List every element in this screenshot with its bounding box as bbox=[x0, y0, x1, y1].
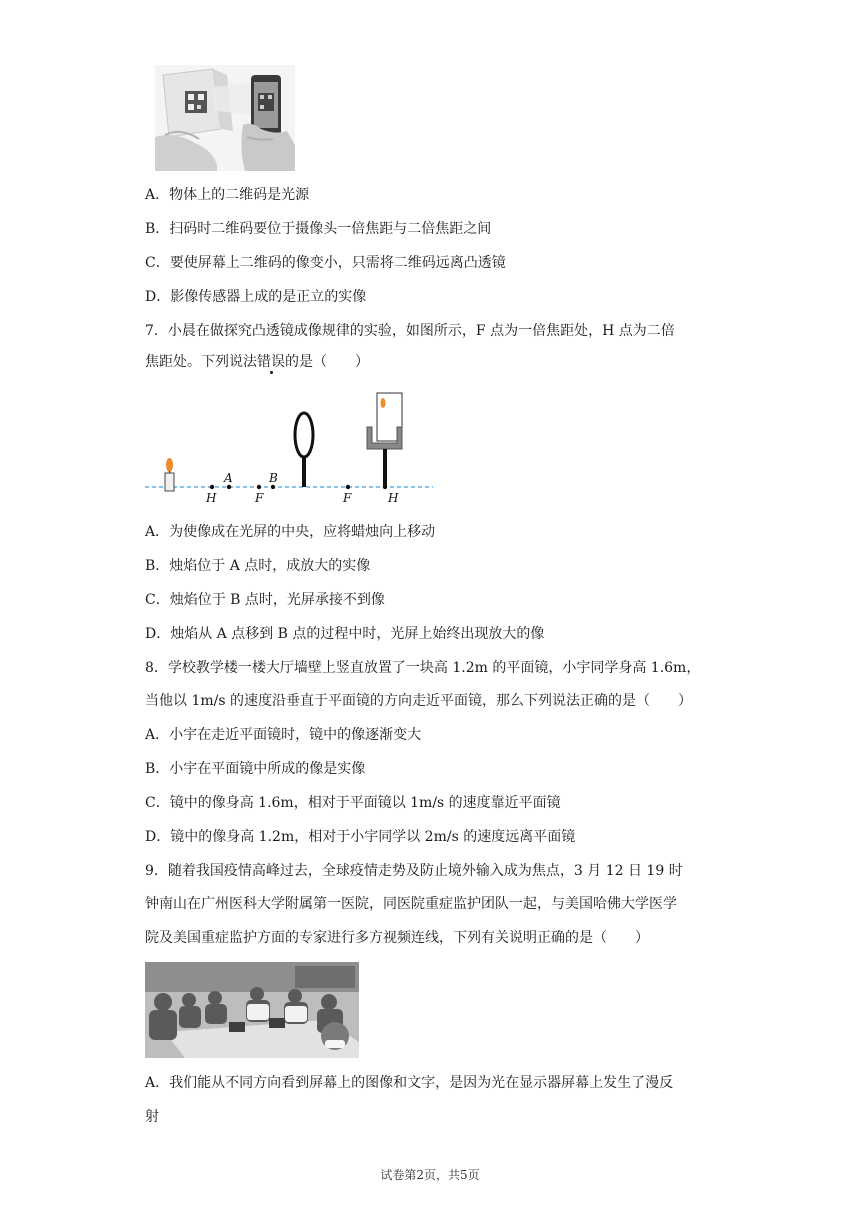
q7-stem-line1: 7．小晨在做探究凸透镜成像规律的实验，如图所示，F 点为一倍焦距处，H 点为二倍 bbox=[145, 323, 675, 339]
q7-stem-text-a: 焦距处。下列说法 bbox=[145, 354, 257, 370]
q6-option-a: A．物体上的二维码是光源 bbox=[145, 187, 310, 203]
q6-option-c: C．要使屏幕上二维码的像变小，只需将二维码远离凸透镜 bbox=[145, 255, 506, 271]
q7-option-c: C．烛焰位于 B 点时，光屏承接不到像 bbox=[145, 592, 385, 608]
label-f-right: F bbox=[343, 491, 352, 505]
q8-option-b: B．小宇在平面镜中所成的像是实像 bbox=[145, 761, 366, 777]
q9-stem-line2: 钟南山在广州医科大学附属第一医院，同医院重症监护团队一起，与美国哈佛大学医学 bbox=[145, 896, 677, 912]
optical-bench-figure bbox=[145, 385, 445, 510]
label-h-right: H bbox=[388, 491, 399, 505]
q6-option-d: D．影像传感器上成的是正立的实像 bbox=[145, 289, 367, 305]
q7-emphasis-word: 错误 bbox=[257, 354, 285, 370]
label-b: B bbox=[269, 471, 278, 485]
q7-option-a: A．为使像成在光屏的中央，应将蜡烛向上移动 bbox=[145, 524, 436, 540]
video-conference-photo bbox=[145, 962, 359, 1058]
q7-stem-line2 bbox=[145, 352, 369, 372]
q9-stem-line3: 院及美国重症监护方面的专家进行多方视频连线，下列有关说明正确的是（ ） bbox=[145, 930, 649, 946]
q7-option-b: B．烛焰位于 A 点时，成放大的实像 bbox=[145, 558, 371, 574]
q8-option-c: C．镜中的像身高 1.6m，相对于平面镜以 1m/s 的速度靠近平面镜 bbox=[145, 795, 561, 811]
q6-option-b: B．扫码时二维码要位于摄像头一倍焦距与二倍焦距之间 bbox=[145, 221, 492, 237]
q7-stem-text-c: 的是（ ） bbox=[285, 354, 369, 370]
q7-option-d: D．烛焰从 A 点移到 B 点的过程中时，光屏上始终出现放大的像 bbox=[145, 626, 545, 642]
q9-option-a-line2: 射 bbox=[145, 1109, 159, 1125]
q8-stem-line2: 当他以 1m/s 的速度沿垂直于平面镜的方向走近平面镜，那么下列说法正确的是（ ） bbox=[145, 693, 692, 709]
q8-stem-line1: 8．学校教学楼一楼大厅墙壁上竖直放置了一块高 1.2m 的平面镜，小宇同学身高 1.6m， bbox=[145, 660, 701, 676]
q8-option-a: A．小宇在走近平面镜时，镜中的像逐渐变大 bbox=[145, 727, 422, 743]
label-f-left: F bbox=[255, 491, 264, 505]
qr-scan-figure bbox=[155, 65, 295, 171]
label-a: A bbox=[224, 471, 233, 485]
label-h-left: H bbox=[206, 491, 217, 505]
page-footer: 试卷第2页，共5页 bbox=[380, 1168, 480, 1182]
q9-stem-line1: 9．随着我国疫情高峰过去，全球疫情走势及防止境外输入成为焦点，3 月 12 日 19 时 bbox=[145, 863, 683, 879]
q9-option-a-line1: A．我们能从不同方向看到屏幕上的图像和文字，是因为光在显示器屏幕上发生了漫反 bbox=[145, 1075, 674, 1091]
q8-option-d: D．镜中的像身高 1.2m，相对于小宇同学以 2m/s 的速度远离平面镜 bbox=[145, 829, 576, 845]
